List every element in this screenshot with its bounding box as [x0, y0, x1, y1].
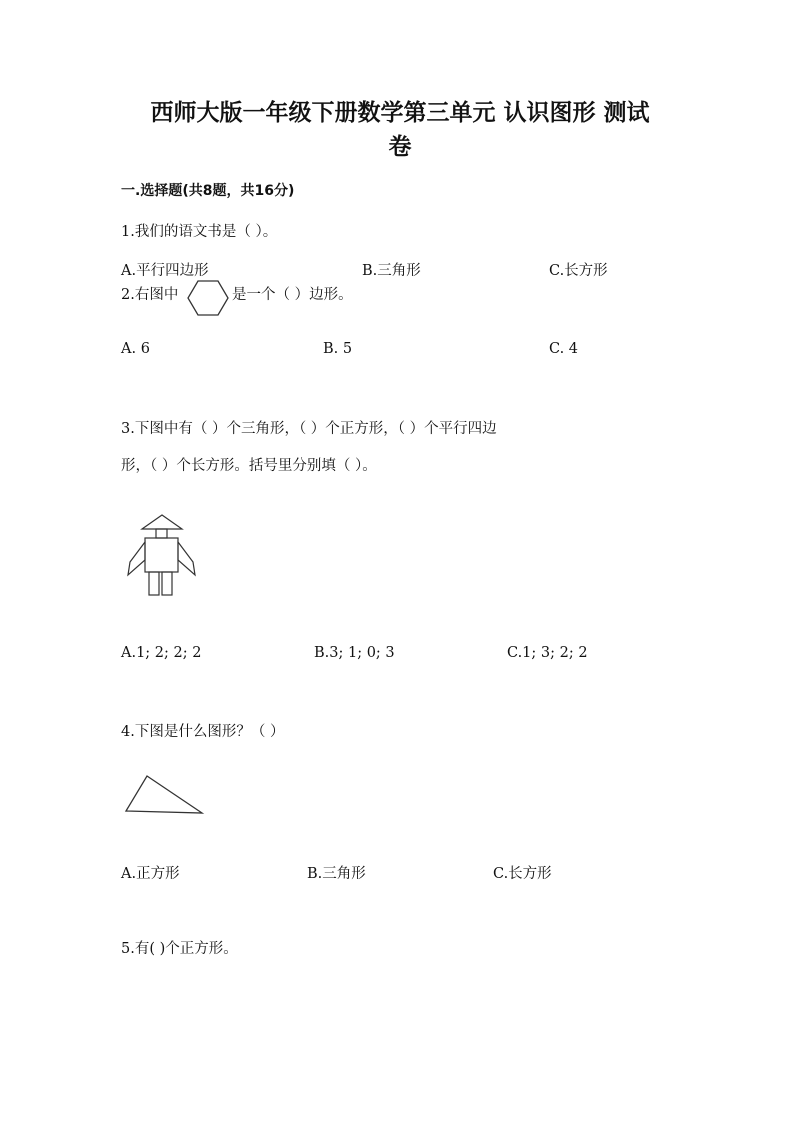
question-2-option-a: A. 6: [121, 341, 150, 357]
question-3-option-b: B.3; 1; 0; 3: [314, 645, 395, 661]
question-3-option-c: C.1; 3; 2; 2: [507, 645, 588, 661]
triangle-figure: [122, 770, 206, 818]
question-1-option-b: B.三角形: [362, 263, 421, 279]
question-3-option-a: A.1; 2; 2; 2: [121, 645, 202, 661]
question-4-option-b: B.三角形: [307, 866, 366, 882]
page-title-line-1: 西师大版一年级下册数学第三单元 认识图形 测试: [150, 100, 650, 126]
question-4-option-a: A.正方形: [121, 866, 180, 882]
question-1-option-a: A.平行四边形: [121, 263, 209, 279]
question-4-text: 4.下图是什么图形？（ ）: [121, 724, 285, 740]
question-2-text-before: 2.右图中: [121, 287, 179, 303]
question-1-text: 1.我们的语文书是（ ）。: [121, 224, 278, 240]
question-4-option-c: C.长方形: [493, 866, 552, 882]
question-3-text-line-1: 3.下图中有（ ）个三角形，（ ）个正方形，（ ）个平行四边: [121, 421, 497, 437]
page-title-line-2: 卷: [388, 134, 412, 160]
question-2-option-c: C. 4: [549, 341, 579, 357]
question-3-text-line-2: 形，（ ）个长方形。括号里分别填（ ）。: [121, 458, 377, 474]
robot-shapes-figure: [126, 512, 198, 600]
question-2-text-after: 是一个（ ）边形。: [232, 287, 353, 303]
question-2-option-b: B. 5: [323, 341, 353, 357]
question-5-text: 5.有( )个正方形。: [121, 941, 238, 957]
section-heading: 一.选择题(共8题，共16分): [121, 183, 295, 199]
question-1-option-c: C.长方形: [549, 263, 608, 279]
hexagon-figure: [186, 279, 230, 319]
